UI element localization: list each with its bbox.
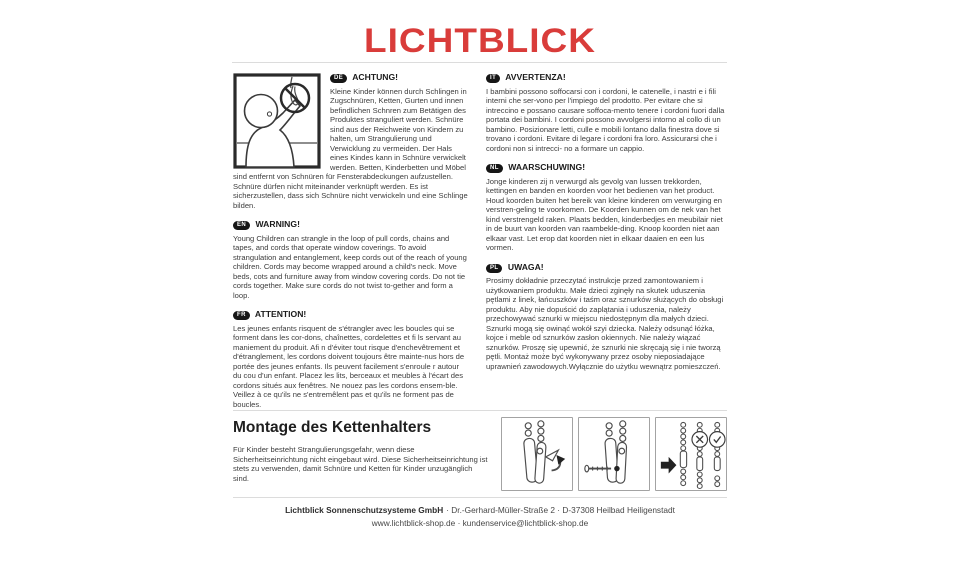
step-1-illustration (501, 417, 573, 491)
chain-tension-check-icon (656, 418, 726, 490)
footer (233, 497, 727, 530)
footer-line-2: www.lichtblick-shop.de · kundenservice@lichtblick-shop.de (371, 518, 589, 528)
section-fr-title: ATTENTION! (254, 309, 307, 319)
chain-holder-screw-icon (579, 418, 649, 490)
section-pl (486, 262, 728, 372)
footer-address: · Dr.-Gerhard-Müller-Straße 2 · D-37308 Heilbad Heiligenstadt (446, 505, 675, 515)
lang-badge-de: DE (330, 74, 347, 83)
lang-badge-en: EN (233, 221, 250, 230)
section-en-heading (233, 219, 469, 231)
section-en (233, 219, 469, 300)
section-pl-title: UWAGA! (507, 261, 544, 272)
section-fr-body: Les jeunes enfants risquent de s'étrangler avec les boucles qui se forment dans les cor-dons, chaînettes, cordelettes et fi ls servant au maniement du produit. Afi n d'éviter tout risque d'enchevêtrement et d'étranglement, les cordons doivent toujours être mainte-nus hors de portée des jeunes enfants. Ils peuvent facilement s'enroule r autour du cou d'un enfant. Placez les lits, berceaux et meubles à l'écart des cordons situés aux fenêtres. Ne nouez pas les cordons ensem-ble. Veillez à ce qu'ils ne s'entremêlent pas et qu'ils ne forment pas de boucles. (233, 323, 465, 409)
column-left (233, 72, 469, 418)
montage-steps (501, 417, 727, 491)
section-fr-heading (233, 309, 469, 321)
check-icon (709, 432, 725, 448)
section-it-heading (486, 72, 728, 84)
section-nl-heading (486, 162, 728, 174)
section-de-body: Kleine Kinder können durch Schlingen in Zugschnüren, Ketten, Gurten und innen befindlichen Schnren zum Betätigen des Produktes stranguliert werden. Schnüre sind aus der Reichweite von Kindern zu halten, um Strangulierung und Verwicklung zu vermeiden. Der Hals eines Kindes kann in Schnüre verwickelt werden. Betten, Kinderbetten und Möbel sind entfernt von Schnüren für Fensterabdeckungen aufzustellen. Schnüre dürfen nicht miteinander verknüpft werden. Es ist sicherzustellen, dass sich Schnüre nicht verwickeln und eine Schlinge bilden. (233, 86, 468, 210)
section-de-title: ACHTUNG! (352, 72, 399, 82)
header-divider (232, 62, 727, 63)
section-en-title: WARNING! (255, 219, 300, 229)
lang-badge-fr: FR (233, 311, 250, 320)
step-3-illustration (655, 417, 727, 491)
lang-badge-it: IT (486, 74, 500, 83)
section-fr (233, 309, 469, 409)
lang-badge-pl: PL (486, 264, 502, 273)
section-it-title: AVVERTENZA! (505, 72, 566, 82)
chain-holder-rotate-icon (502, 418, 572, 490)
section-nl-title: WAARSCHUWING! (508, 162, 586, 172)
section-en-body: Young Children can strangle in the loop of pull cords, chains and tapes, and cords that operate window coverings. To avoid strangulation and entanglement, keep cords out of the reach of young children. Cords may become wrapped around a child's neck. Move beds, cots and furniture away from window covering cords. Do not tie cords together. Make sure cords do not twist to-gether and form a loop. (233, 233, 467, 300)
section-nl-body: Jonge kinderen zij n verwurgd als gevolg van lussen trekkorden, kettingen en banden en koorden voor het bedienen van het product. Houd koorden buiten het bereik van kleine kinderen om verwurging en verstren-geling te voorkomen. De Koorden kunnen om de nek van het kind verstrengeld raken. Plaats bedden, kinderbedjes en meubilair niet in de buurt van koorden van raambekle-ding. Knoop koorden niet aan elkaar vast. Let erop dat koorden niet in elkaar daaien en een lus vormen. (486, 176, 723, 252)
step-2-illustration (578, 417, 650, 491)
cross-icon (692, 432, 708, 448)
montage-text (233, 417, 489, 491)
section-pl-heading (486, 262, 728, 274)
lichtblick-logo: LICHTBLICK (364, 21, 596, 60)
column-right (486, 72, 728, 380)
montage-body: Für Kinder besteht Strangulierungsgefahr, wenn diese Sicherheitseinrichtung nicht eingebaut wird. Diese Sicherheitseinrichtung ist stets zu verwenden, damit Schnüre und Ketten für Kinder unzugänglich sind. (233, 445, 488, 483)
section-nl (486, 162, 728, 253)
prohibition-cord-icon (233, 73, 321, 169)
section-it-body: I bambini possono soffocarsi con i cordoni, le catenelle, i nastri e i fili interni che ser-vono per l'impiego del prodotto. Per evitare che si intreccino e possano causare soffoca-mento tenere i cordoni fuori dalla portata dei bambini. I cordoni possono avvolgersi intorno al collo di un bambino. Posizionare letti, culle e mobili lontano dalla finestra dove si trovano i cordoni. Evitare di legare i cordoni fra loro. Assicurarsi che i cordoni non si intrecci- no a formare un cappio. (486, 86, 725, 153)
child-cord-warning-illustration (233, 73, 321, 169)
arrow-right-icon (661, 457, 677, 474)
lang-badge-nl: NL (486, 164, 503, 173)
footer-line-1 (233, 504, 727, 517)
section-pl-body: Prosimy dokładnie przeczytać instrukcje przed zamontowaniem i użytkowaniem produktu. Małe dzieci zginęły na skutek uduszenia pętlami z linek, łańcuszków i taśm oraz sznurków służących do obsługi produktu. Aby nie dopuścić do zaplątania i uduszenia, należy przechowywać sznurki w miejscu niedostępnym dla małych dzieci. Sznurki mogą się owinąć wokół szyi dziecka. Należy odsunąć łóżka, kojce i meble od sznurków zasłon okiennych. Nie należy wiązać sznurków. Proszę się upewnić, że sznurki nie skręcają się i nie tworzą pętli. Montaż może być wykonywany przez osoby nieposiadające uprawnień zawodowych.Wyłącznie do użytku wewnątrz pomieszczeń. (486, 276, 724, 371)
montage-heading: Montage des Kettenhalters (233, 419, 432, 436)
montage-section (233, 410, 727, 491)
footer-company: Lichtblick Sonnenschutzsysteme GmbH (285, 505, 444, 515)
chain-left (680, 422, 686, 485)
section-it (486, 72, 728, 153)
